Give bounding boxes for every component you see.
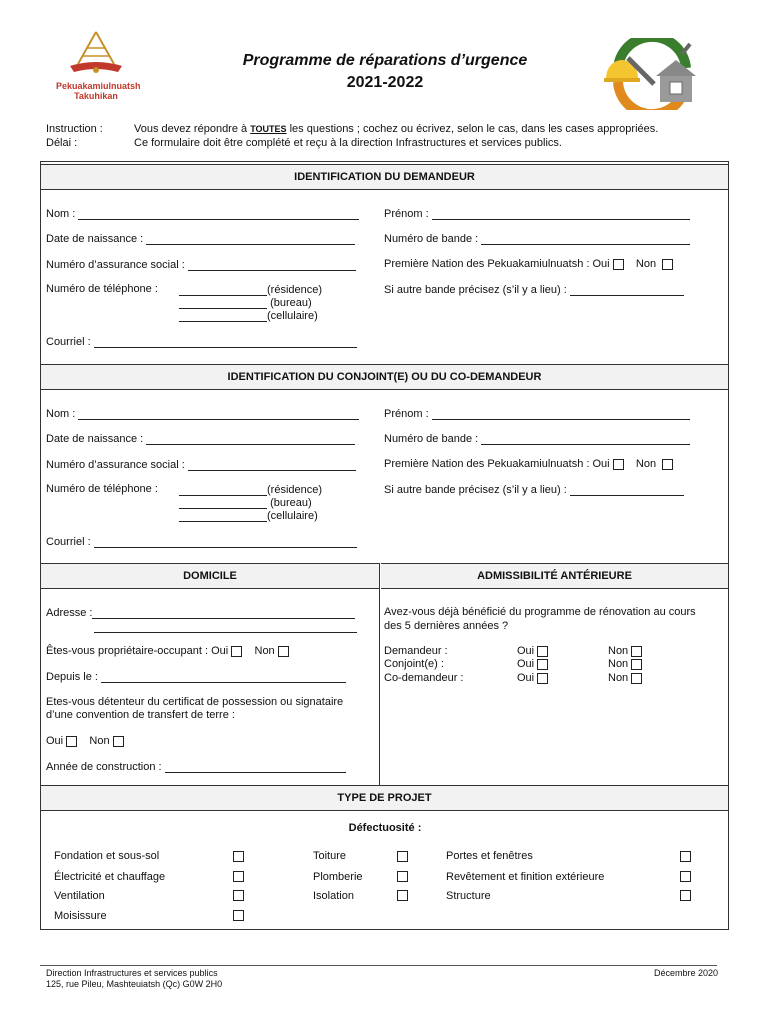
codemandeur-oui-checkbox[interactable] — [537, 673, 548, 684]
projet-item: Structure — [446, 890, 491, 902]
conjoint-phone-residence: (résidence) — [179, 483, 322, 496]
phone-cellulaire: (cellulaire) — [179, 309, 318, 322]
conjoint-telephone-label: Numéro de téléphone : — [46, 483, 158, 495]
conjoint-premiere-nation-non-checkbox[interactable] — [662, 459, 673, 470]
admissibilite-row-non: Non — [608, 672, 642, 684]
conjoint-autre-bande-label: Si autre bande précisez (s’il y a lieu) : — [384, 483, 684, 496]
proprietaire-oui-checkbox[interactable] — [231, 646, 242, 657]
proprietaire-non-checkbox[interactable] — [278, 646, 289, 657]
conjoint-prenom-label: Prénom : — [384, 407, 690, 420]
depuis-input[interactable] — [101, 670, 346, 683]
nas-label: Numéro d’assurance social : — [46, 258, 356, 271]
page-year: 2021-2022 — [346, 74, 424, 91]
admissibilite-question-1: Avez-vous déjà bénéficié du programme de rénovation au cours — [384, 606, 696, 618]
certificat-oui-checkbox[interactable] — [66, 736, 77, 747]
adresse-input-1[interactable] — [92, 606, 355, 619]
prenom-label: Prénom : — [384, 207, 690, 220]
plomberie-checkbox[interactable] — [397, 871, 408, 882]
footer-line2: 125, rue Pileu, Mashteuiatsh (Qc) G0W 2H0 — [46, 979, 223, 989]
conjoint-bande-label: Numéro de bande : — [384, 432, 690, 445]
conjoint-courriel-label: Courriel : — [46, 535, 357, 548]
proprietaire-label: Êtes-vous propriétaire-occupant : Oui Non — [46, 645, 289, 657]
conjoint-bande-input[interactable] — [481, 432, 690, 445]
courriel-input[interactable] — [94, 335, 357, 348]
certificat-choice: Oui Non — [46, 735, 124, 747]
projet-item: Revêtement et finition extérieure — [446, 871, 605, 883]
conjoint-phone-bureau: (bureau) — [179, 496, 312, 509]
projet-item: Isolation — [313, 890, 354, 902]
admissibilite-row-oui: Oui — [517, 658, 548, 670]
autre-bande-input[interactable] — [570, 283, 684, 296]
conjoint-phone-cellulaire: (cellulaire) — [179, 509, 318, 522]
conjoint-premiere-nation-label: Première Nation des Pekuakamiulnuatsh : Oui Non — [384, 458, 673, 470]
footer-line1: Direction Infrastructures et services publics — [46, 968, 218, 978]
admissibilite-row-label: Co-demandeur : — [384, 672, 464, 684]
defectuosite-label: Défectuosité : — [348, 822, 422, 834]
instruction-pre: Vous devez répondre à — [134, 123, 251, 135]
fondation-checkbox[interactable] — [233, 851, 244, 862]
ventilation-checkbox[interactable] — [233, 890, 244, 901]
admissibilite-row-non: Non — [608, 658, 642, 670]
projet-item: Ventilation — [54, 890, 105, 902]
moisissure-checkbox[interactable] — [233, 910, 244, 921]
projet-item: Toiture — [313, 850, 347, 862]
bande-input[interactable] — [481, 232, 690, 245]
phone-bureau: (bureau) — [179, 296, 312, 309]
phone-bureau-input[interactable] — [179, 296, 267, 309]
section-conjoint-heading: IDENTIFICATION DU CONJOINT(E) OU DU CO-DEMANDEUR — [41, 364, 728, 390]
section-domicile-heading: DOMICILE — [41, 563, 380, 589]
conjoint-oui-checkbox[interactable] — [537, 659, 548, 670]
projet-item: Moisissure — [54, 910, 107, 922]
section-admissibilite-heading: ADMISSIBILITÉ ANTÉRIEURE — [381, 563, 728, 589]
certificat-non-checkbox[interactable] — [113, 736, 124, 747]
phone-residence: (résidence) — [179, 283, 322, 296]
conjoint-naissance-label: Date de naissance : — [46, 432, 355, 445]
demandeur-non-checkbox[interactable] — [631, 646, 642, 657]
phone-residence-input[interactable] — [179, 283, 267, 296]
toiture-checkbox[interactable] — [397, 851, 408, 862]
instruction-post: les questions ; cochez ou écrivez, selon le cas, dans les cases appropriées. — [286, 123, 659, 135]
section-demandeur-heading: IDENTIFICATION DU DEMANDEUR — [41, 164, 728, 190]
conjoint-nas-label: Numéro d’assurance social : — [46, 458, 356, 471]
conjoint-nom-input[interactable] — [78, 407, 359, 420]
delai-label: Délai : — [46, 137, 78, 149]
conjoint-autre-bande-input[interactable] — [570, 483, 684, 496]
conjoint-non-checkbox[interactable] — [631, 659, 642, 670]
telephone-label: Numéro de téléphone : — [46, 283, 158, 295]
tools-house-icon — [598, 38, 708, 113]
electricite-checkbox[interactable] — [233, 871, 244, 882]
section-projet-heading: TYPE DE PROJET — [41, 785, 728, 811]
premiere-nation-oui-checkbox[interactable] — [613, 259, 624, 270]
projet-item: Portes et fenêtres — [446, 850, 533, 862]
instruction-label: Instruction : — [46, 123, 103, 135]
conjoint-naissance-input[interactable] — [146, 432, 355, 445]
column-divider — [379, 588, 380, 785]
annee-input[interactable] — [165, 760, 346, 773]
instruction-emph: TOUTES — [250, 124, 287, 134]
admissibilite-row-label: Conjoint(e) : — [384, 658, 444, 670]
prenom-input[interactable] — [432, 207, 690, 220]
admissibilite-row-oui: Oui — [517, 672, 548, 684]
conjoint-phone-cellulaire-input[interactable] — [179, 509, 267, 522]
conjoint-phone-bureau-input[interactable] — [179, 496, 267, 509]
structure-checkbox[interactable] — [680, 890, 691, 901]
page-title: Programme de réparations d’urgence — [242, 52, 528, 69]
conjoint-phone-residence-input[interactable] — [179, 483, 267, 496]
isolation-checkbox[interactable] — [397, 890, 408, 901]
bande-label: Numéro de bande : — [384, 232, 690, 245]
naissance-label: Date de naissance : — [46, 232, 355, 245]
footer-rule — [40, 965, 717, 966]
nas-input[interactable] — [188, 258, 356, 271]
demandeur-oui-checkbox[interactable] — [537, 646, 548, 657]
adresse-line-2 — [94, 620, 357, 633]
courriel-label: Courriel : — [46, 335, 357, 348]
certificat-line2: d’une convention de transfert de terre : — [46, 709, 235, 721]
naissance-input[interactable] — [146, 232, 355, 245]
delai-text: Ce formulaire doit être complété et reçu à la direction Infrastructures et services publics. — [134, 137, 562, 149]
conjoint-courriel-input[interactable] — [94, 535, 357, 548]
admissibilite-row-non: Non — [608, 645, 642, 657]
admissibilite-row-oui: Oui — [517, 645, 548, 657]
depuis-label: Depuis le : — [46, 670, 346, 683]
projet-item: Électricité et chauffage — [54, 871, 166, 883]
codemandeur-non-checkbox[interactable] — [631, 673, 642, 684]
adresse-label: Adresse : — [46, 606, 355, 619]
conjoint-nas-input[interactable] — [188, 458, 356, 471]
premiere-nation-non-checkbox[interactable] — [662, 259, 673, 270]
certificat-line1: Etes-vous détenteur du certificat de possession ou signataire — [46, 696, 344, 708]
org-name-line2: Takuhikan — [74, 91, 118, 101]
conjoint-prenom-input[interactable] — [432, 407, 690, 420]
premiere-nation-label: Première Nation des Pekuakamiulnuatsh : Oui Non — [384, 258, 673, 270]
revetement-checkbox[interactable] — [680, 871, 691, 882]
nom-label: Nom : — [46, 207, 359, 220]
nom-input[interactable] — [78, 207, 359, 220]
conjoint-premiere-nation-oui-checkbox[interactable] — [613, 459, 624, 470]
adresse-input-2[interactable] — [94, 620, 357, 633]
autre-bande-label: Si autre bande précisez (s’il y a lieu) : — [384, 283, 684, 296]
org-name-line1: Pekuakamiulnuatsh — [56, 81, 141, 91]
admissibilite-row-label: Demandeur : — [384, 645, 448, 657]
conjoint-nom-label: Nom : — [46, 407, 359, 420]
instruction-text — [134, 123, 658, 135]
footer-date: Décembre 2020 — [654, 968, 719, 978]
portes-checkbox[interactable] — [680, 851, 691, 862]
projet-item: Fondation et sous-sol — [54, 850, 160, 862]
admissibilite-question-2: des 5 dernières années ? — [384, 620, 509, 632]
projet-item: Plomberie — [313, 871, 363, 883]
annee-label: Année de construction : — [46, 760, 346, 773]
phone-cellulaire-input[interactable] — [179, 309, 267, 322]
